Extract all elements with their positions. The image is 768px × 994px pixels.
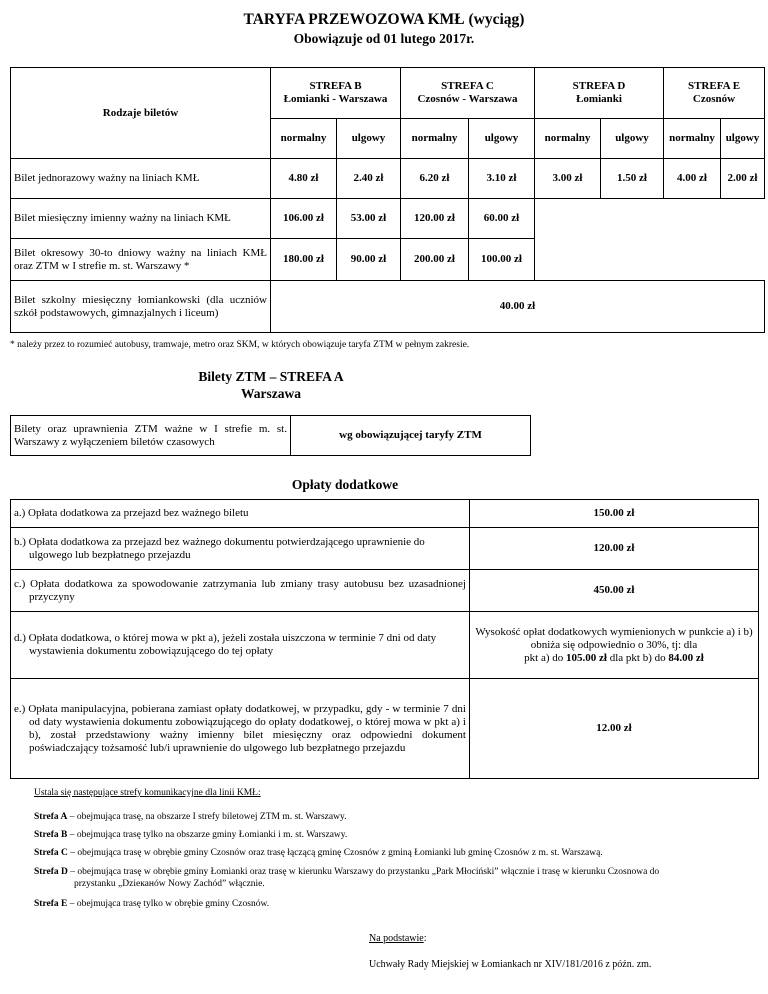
fee-a-value: 150.00 zł xyxy=(470,500,759,528)
ztm-title-line2: Warszawa xyxy=(241,386,301,401)
ztm-title-line1: Bilety ZTM – STREFA A xyxy=(198,369,344,384)
ticket-name: Bilet jednorazowy ważny na liniach KMŁ xyxy=(11,159,271,199)
page-subtitle: Obowiązuje od 01 lutego 2017r. xyxy=(293,31,475,46)
zone-text: – obejmująca trasę tylko w obrębie gminy Czosnów. xyxy=(67,899,270,909)
zone-d-reduced-label: ulgowy xyxy=(601,119,664,159)
legal-basis-colon: : xyxy=(423,933,427,944)
ticket-name: Bilet miesięczny imienny ważny na liniach KMŁ xyxy=(11,199,271,239)
ztm-value: wg obowiązującej taryfy ZTM xyxy=(291,416,531,456)
price-cell: 180.00 zł xyxy=(271,239,337,281)
fee-d-description: d.) Opłata dodatkowa, o której mowa w pkt a), jeżeli została uiszczona w terminie 7 dni od daty wystawienia dokumentu zobowiązującego do tej opłaty xyxy=(11,612,470,679)
price-cell: 3.10 zł xyxy=(469,159,535,199)
zone-c-info xyxy=(34,847,754,859)
zone-e-desc: Czosnów xyxy=(692,93,736,105)
price-cell: 106.00 zł xyxy=(271,199,337,239)
fee-b-value: 120.00 zł xyxy=(470,528,759,570)
price-cell: 2.00 zł xyxy=(721,159,765,199)
ztm-table xyxy=(10,415,531,456)
ztm-description: Bilety oraz uprawnienia ZTM ważne w I strefie m. st. Warszawy z wyłączeniem biletów czasowych xyxy=(11,416,291,456)
ticket-name: Bilet okresowy 30-to dniowy ważny na liniach KMŁ oraz ZTM w I strefie m. st. Warszawy * xyxy=(11,239,271,281)
table-row xyxy=(11,159,765,199)
zone-e-name: STREFA E xyxy=(687,80,741,92)
price-cell: 1.50 zł xyxy=(601,159,664,199)
zone-b-desc: Łomianki - Warszawa xyxy=(283,93,388,105)
fee-a-description: a.) Opłata dodatkowa za przejazd bez ważnego biletu xyxy=(11,500,470,528)
price-cell: 4.00 zł xyxy=(664,159,721,199)
zone-e-info xyxy=(34,898,754,910)
price-cell: 53.00 zł xyxy=(337,199,401,239)
zone-d-info xyxy=(34,866,674,890)
footnote: * należy przez to rozumieć autobusy, tramwaje, metro oraz SKM, w których obowiązuje taryfa ZTM w pełnym zakresie. xyxy=(10,340,470,350)
ztm-section-title xyxy=(180,368,362,402)
ticket-types-header: Rodzaje biletów xyxy=(11,68,271,159)
zone-d-header xyxy=(535,68,664,119)
zones-intro-text: Ustala się następujące strefy komunikacyjne dla linii KMŁ: xyxy=(34,788,261,798)
table-row xyxy=(11,199,765,239)
zone-d-name: STREFA D xyxy=(572,80,626,92)
table-row xyxy=(11,528,759,570)
table-row xyxy=(11,679,759,779)
zone-text: – obejmująca trasę tylko na obszarze gminy Łomianki i m. st. Warszawy. xyxy=(67,830,348,840)
empty-area xyxy=(535,199,765,281)
price-cell: 2.40 zł xyxy=(337,159,401,199)
fee-d-pkt-a: pkt a) do xyxy=(524,651,567,664)
price-cell: 200.00 zł xyxy=(401,239,469,281)
price-cell: 90.00 zł xyxy=(337,239,401,281)
fee-d-line1: Wysokość opłat dodatkowych wymienionych w punkcie a) i b) obniża się odpowiednio o 30%, tj: dla xyxy=(475,625,753,651)
zone-c-header xyxy=(401,68,535,119)
price-cell: 40.00 zł xyxy=(271,281,765,333)
zone-b-info xyxy=(34,829,754,841)
legal-basis-label xyxy=(369,933,427,945)
zone-d-normal-label: normalny xyxy=(535,119,601,159)
zone-label: Strefa C xyxy=(34,848,68,858)
fee-e-description: e.) Opłata manipulacyjna, pobierana zamiast opłaty dodatkowej, w przypadku, gdy - w terminie 7 dni od daty wystawienia dokumentu zobowiązującego do opłaty dodatkowej, o której mowa w pkt a) i b), został przedstawiony ważny imienny bilet miesięczny oraz odpowiedni dokument poświadczający tożsamość lub/i uprawnienie do ulgowego lub bezpłatnego przejazdu xyxy=(11,679,470,779)
fee-c-value: 450.00 zł xyxy=(470,570,759,612)
fee-d-pkt-b: dla pkt b) do xyxy=(606,651,669,664)
table-row xyxy=(11,570,759,612)
fee-e-value: 12.00 zł xyxy=(470,679,759,779)
fee-d-amount-b: 84.00 zł xyxy=(668,651,704,664)
fees-table xyxy=(10,499,759,779)
zone-text: – obejmująca trasę w obrębie gminy Łomianki oraz trasę w kierunku Warszawy do przystanku „Park Młociński” włącznie i trasę w kierunku Czosnowa do przystanku „Dzieканów Nowy Zachód” włącznie. xyxy=(67,867,660,889)
price-cell: 4.80 zł xyxy=(271,159,337,199)
table-row xyxy=(11,281,765,333)
table-row xyxy=(11,612,759,679)
zone-c-normal-label: normalny xyxy=(401,119,469,159)
fee-d-value xyxy=(470,612,759,679)
zone-a-info xyxy=(34,811,754,823)
zone-d-desc: Łomianki xyxy=(576,93,622,105)
price-cell: 6.20 zł xyxy=(401,159,469,199)
price-cell: 3.00 zł xyxy=(535,159,601,199)
fee-d-amount-a: 105.00 zł xyxy=(566,651,607,664)
zone-c-reduced-label: ulgowy xyxy=(469,119,535,159)
zone-label: Strefa A xyxy=(34,812,68,822)
zone-e-normal-label: normalny xyxy=(664,119,721,159)
tariff-table xyxy=(10,67,765,333)
zone-b-reduced-label: ulgowy xyxy=(337,119,401,159)
zone-c-desc: Czosnów - Warszawa xyxy=(417,93,518,105)
zone-c-name: STREFA C xyxy=(441,80,494,92)
fee-b-description: b.) Opłata dodatkowa za przejazd bez ważnego dokumentu potwierdzającego uprawnienie do ulgowego lub bezpłatnego przejazdu xyxy=(11,528,470,570)
zones-intro xyxy=(34,787,754,799)
price-cell: 120.00 zł xyxy=(401,199,469,239)
zone-e-header xyxy=(664,68,765,119)
zone-b-normal-label: normalny xyxy=(271,119,337,159)
page-title: TARYFA PRZEWOZOWA KMŁ (wyciąg) xyxy=(243,11,525,28)
zone-b-header xyxy=(271,68,401,119)
price-cell: 60.00 zł xyxy=(469,199,535,239)
zone-e-reduced-label: ulgowy xyxy=(721,119,765,159)
zone-label: Strefa B xyxy=(34,830,68,840)
zone-text: – obejmująca trasę, na obszarze I strefy biletowej ZTM m. st. Warszawy. xyxy=(67,812,347,822)
fees-section-title: Opłaty dodatkowe xyxy=(291,477,399,492)
zone-b-name: STREFA B xyxy=(309,80,362,92)
zone-label: Strefa E xyxy=(34,899,68,909)
price-cell: 100.00 zł xyxy=(469,239,535,281)
fee-c-description: c.) Opłata dodatkowa za spowodowanie zatrzymania lub zmiany trasy autobusu bez uzasadnionej przyczyny xyxy=(11,570,470,612)
ticket-name: Bilet szkolny miesięczny łomiankowski (dla uczniów szkół podstawowych, gimnazjalnych i liceum) xyxy=(11,281,271,333)
legal-basis-label-text: Na podstawie xyxy=(369,933,424,944)
table-row xyxy=(11,500,759,528)
legal-basis-text: Uchwały Rady Miejskiej w Łomiankach nr XIV/181/2016 z późn. zm. xyxy=(369,959,652,970)
zone-text: – obejmująca trasę w obrębie gminy Czosnów oraz trasę łączącą gminę Czosnów z gminą Łomianki lub gminę Czosnów z m. st. Warszawą. xyxy=(67,848,603,858)
zone-label: Strefa D xyxy=(34,867,68,877)
